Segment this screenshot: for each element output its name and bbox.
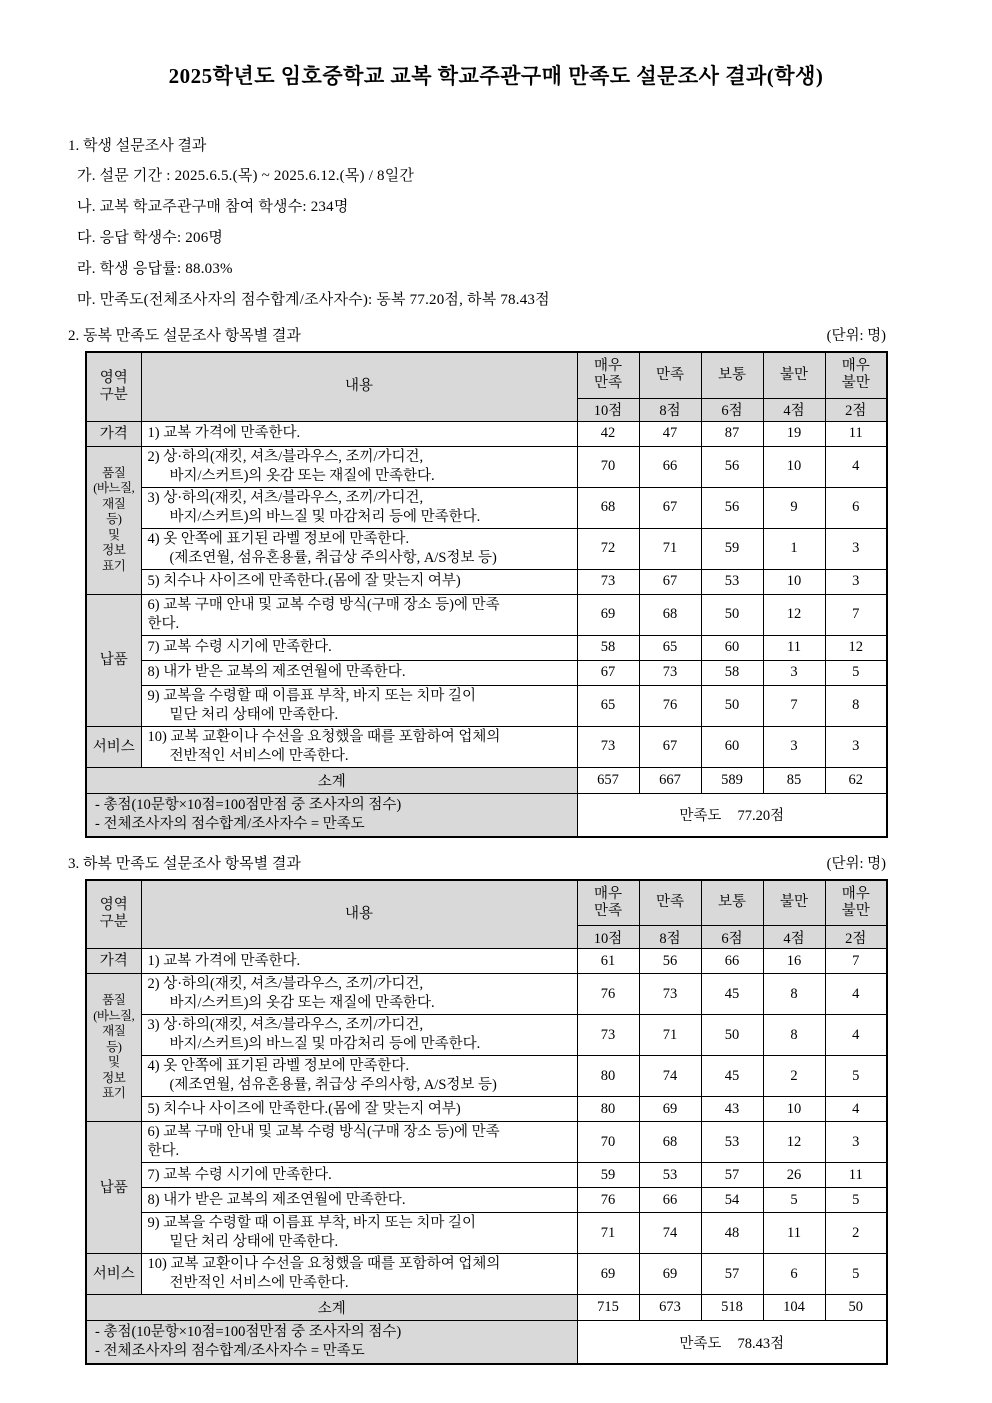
question-cell bbox=[141, 1163, 577, 1188]
category-cell bbox=[86, 1254, 141, 1295]
text-line: 재질 bbox=[102, 496, 126, 511]
count-cell: 73 bbox=[639, 974, 701, 1015]
count-cell: 45 bbox=[701, 974, 763, 1015]
summer-table-section bbox=[68, 852, 886, 1366]
header-score-cell: 6점 bbox=[701, 926, 763, 949]
count-cell: 3 bbox=[825, 726, 887, 767]
text-line: 영역 bbox=[99, 897, 128, 914]
text-line: (제조연월, 섬유혼용률, 취급상 주의사항, A/S정보 등) bbox=[169, 1077, 497, 1093]
footer-row bbox=[86, 793, 887, 837]
subtotal-count-cell: 657 bbox=[577, 767, 639, 793]
header-row-labels bbox=[86, 880, 887, 926]
text-line: 3) 상·하의(재킷, 셔츠/블라우스, 조끼/가디건, bbox=[147, 1017, 424, 1033]
count-cell: 59 bbox=[577, 1163, 639, 1188]
winter-survey-table bbox=[85, 351, 888, 838]
count-cell: 19 bbox=[763, 421, 825, 446]
count-cell: 56 bbox=[701, 487, 763, 528]
text-line: 구분 bbox=[99, 386, 128, 403]
subtotal-count-cell: 589 bbox=[701, 767, 763, 793]
question-row bbox=[86, 685, 887, 726]
count-cell: 43 bbox=[701, 1097, 763, 1122]
header-score-cell: 10점 bbox=[577, 398, 639, 421]
text-line: 5) 치수나 사이즈에 만족한다.(몸에 잘 맞는지 여부) bbox=[147, 573, 461, 589]
text-line: 2) 상·하의(재킷, 셔츠/블라우스, 조끼/가디건, bbox=[147, 448, 424, 465]
count-cell: 42 bbox=[577, 421, 639, 446]
text-line: 10) 교복 교환이나 수선을 요청했을 때를 포함하여 업체의 bbox=[147, 1256, 501, 1272]
subtotal-row bbox=[86, 767, 887, 793]
text-line: 바지/스커트)의 옷감 또는 재질에 만족한다. bbox=[169, 995, 435, 1011]
count-cell: 5 bbox=[825, 1056, 887, 1097]
category-cell bbox=[86, 446, 141, 594]
count-cell: 73 bbox=[577, 569, 639, 594]
count-cell: 5 bbox=[825, 660, 887, 685]
question-row bbox=[86, 1188, 887, 1213]
text-line: 3) 상·하의(재킷, 셔츠/블라우스, 조끼/가디건, bbox=[147, 489, 424, 506]
text-line: 8) 내가 받은 교복의 제조연월에 만족한다. bbox=[147, 1191, 406, 1208]
question-cell bbox=[141, 726, 577, 767]
count-cell: 11 bbox=[825, 1163, 887, 1188]
text-line: 6) 교복 구매 안내 및 교복 수령 방식(구매 장소 등)에 만족 bbox=[147, 1124, 500, 1140]
count-cell: 76 bbox=[577, 974, 639, 1015]
text-line: 10) 교복 교환이나 수선을 요청했을 때를 포함하여 업체의 bbox=[147, 728, 501, 745]
text-line: 한다. bbox=[147, 615, 180, 632]
count-cell: 57 bbox=[701, 1254, 763, 1295]
text-line: 바지/스커트)의 바느질 및 마감처리 등에 만족한다. bbox=[169, 508, 481, 525]
text-line: 2) 상·하의(재킷, 셔츠/블라우스, 조끼/가디건, bbox=[147, 976, 424, 992]
count-cell: 65 bbox=[577, 685, 639, 726]
question-cell bbox=[141, 1015, 577, 1056]
text-line: 만족 bbox=[593, 902, 622, 919]
text-line: 4) 옷 안쪽에 표기된 라벨 정보에 만족한다. bbox=[147, 530, 410, 547]
text-line: 보통 bbox=[717, 366, 746, 383]
text-line: - 전체조사자의 점수합계/조사자수 = 만족도 bbox=[95, 1343, 365, 1359]
result-value: 78.43점 bbox=[737, 1335, 785, 1352]
count-cell: 2 bbox=[763, 1056, 825, 1097]
count-cell: 67 bbox=[639, 726, 701, 767]
count-cell: 10 bbox=[763, 569, 825, 594]
question-row bbox=[86, 1122, 887, 1163]
text-line: 밑단 처리 상태에 만족한다. bbox=[169, 706, 339, 723]
text-line: (바느질, bbox=[93, 1008, 135, 1023]
count-cell: 5 bbox=[825, 1254, 887, 1295]
question-row bbox=[86, 1015, 887, 1056]
question-cell bbox=[141, 1188, 577, 1213]
header-area-cell bbox=[86, 880, 141, 949]
question-cell bbox=[141, 974, 577, 1015]
text-line: 불만 bbox=[841, 902, 870, 919]
question-row bbox=[86, 1056, 887, 1097]
text-line: 한다. bbox=[147, 1143, 180, 1159]
count-cell: 71 bbox=[577, 1213, 639, 1254]
question-row bbox=[86, 421, 887, 446]
count-cell: 47 bbox=[639, 421, 701, 446]
subtotal-label-cell: 소계 bbox=[86, 767, 577, 793]
text-line: 납품 bbox=[99, 1179, 128, 1196]
question-row bbox=[86, 446, 887, 487]
header-content-cell: 내용 bbox=[141, 880, 577, 949]
text-line: 4) 옷 안쪽에 표기된 라벨 정보에 만족한다. bbox=[147, 1058, 410, 1074]
count-cell: 74 bbox=[639, 1056, 701, 1097]
question-cell bbox=[141, 487, 577, 528]
question-cell bbox=[141, 949, 577, 974]
question-cell bbox=[141, 660, 577, 685]
text-line: 영역 bbox=[99, 369, 128, 386]
text-line: 서비스 bbox=[92, 738, 135, 755]
subtotal-count-cell: 673 bbox=[639, 1295, 701, 1321]
header-row-labels bbox=[86, 352, 887, 398]
page-title: 2025학년도 임호중학교 교복 학교주관구매 만족도 설문조사 결과(학생) bbox=[168, 64, 824, 88]
text-line: 밑단 처리 상태에 만족한다. bbox=[169, 1234, 339, 1250]
count-cell: 6 bbox=[763, 1254, 825, 1295]
count-cell: 16 bbox=[763, 949, 825, 974]
question-cell bbox=[141, 1254, 577, 1295]
text-line: 매우 bbox=[841, 885, 870, 902]
count-cell: 10 bbox=[763, 1097, 825, 1122]
count-cell: 58 bbox=[701, 660, 763, 685]
text-line: - 전체조사자의 점수합계/조사자수 = 만족도 bbox=[95, 815, 365, 832]
question-row bbox=[86, 635, 887, 660]
count-cell: 68 bbox=[639, 594, 701, 635]
subtotal-label-cell: 소계 bbox=[86, 1295, 577, 1321]
count-cell: 11 bbox=[763, 635, 825, 660]
count-cell: 60 bbox=[701, 726, 763, 767]
header-rating-cell bbox=[639, 880, 701, 926]
count-cell: 11 bbox=[763, 1213, 825, 1254]
count-cell: 80 bbox=[577, 1056, 639, 1097]
summary-item: 라. 학생 응답률: 88.03% bbox=[77, 261, 233, 277]
text-line: 등) bbox=[106, 512, 122, 527]
header-score-cell: 2점 bbox=[825, 398, 887, 421]
count-cell: 3 bbox=[825, 528, 887, 569]
table-heading-row bbox=[68, 324, 886, 345]
summary-item: 나. 교복 학교주관구매 참여 학생수: 234명 bbox=[77, 199, 349, 215]
category-cell bbox=[86, 949, 141, 974]
text-line: 1) 교복 가격에 만족한다. bbox=[147, 425, 301, 441]
text-line: - 총점(10문항×10점=100점만점 중 조사자의 점수) bbox=[95, 1324, 402, 1340]
count-cell: 70 bbox=[577, 1122, 639, 1163]
header-score-cell: 6점 bbox=[701, 398, 763, 421]
count-cell: 26 bbox=[763, 1163, 825, 1188]
text-line: 7) 교복 수령 시기에 만족한다. bbox=[147, 1166, 332, 1183]
category-cell bbox=[86, 594, 141, 726]
count-cell: 4 bbox=[825, 974, 887, 1015]
count-cell: 3 bbox=[825, 569, 887, 594]
count-cell: 69 bbox=[577, 594, 639, 635]
header-rating-cell bbox=[763, 880, 825, 926]
unit-label: (단위: 명) bbox=[826, 855, 886, 872]
subtotal-count-cell: 62 bbox=[825, 767, 887, 793]
text-line: 보통 bbox=[717, 894, 746, 911]
subtotal-count-cell: 715 bbox=[577, 1295, 639, 1321]
unit-label: (단위: 명) bbox=[826, 328, 886, 344]
text-line: 정보 bbox=[102, 543, 126, 558]
text-line: 정보 bbox=[102, 1070, 126, 1085]
header-rating-cell bbox=[701, 352, 763, 398]
header-score-cell: 8점 bbox=[639, 926, 701, 949]
count-cell: 87 bbox=[701, 421, 763, 446]
question-cell bbox=[141, 569, 577, 594]
header-rating-cell bbox=[825, 880, 887, 926]
count-cell: 67 bbox=[577, 660, 639, 685]
subtotal-count-cell: 50 bbox=[825, 1295, 887, 1321]
count-cell: 61 bbox=[577, 949, 639, 974]
result-label: 만족도 bbox=[679, 808, 722, 824]
count-cell: 73 bbox=[577, 726, 639, 767]
text-line: 5) 치수나 사이즈에 만족한다.(몸에 잘 맞는지 여부) bbox=[147, 1100, 461, 1117]
count-cell: 8 bbox=[763, 974, 825, 1015]
question-cell bbox=[141, 594, 577, 635]
footer-notes-cell bbox=[86, 793, 577, 837]
question-cell bbox=[141, 1097, 577, 1122]
text-line: 표기 bbox=[102, 1086, 126, 1101]
question-row bbox=[86, 949, 887, 974]
header-score-cell: 10점 bbox=[577, 926, 639, 949]
count-cell: 12 bbox=[825, 635, 887, 660]
question-cell bbox=[141, 635, 577, 660]
result-label: 만족도 bbox=[679, 1335, 722, 1352]
question-row bbox=[86, 594, 887, 635]
count-cell: 7 bbox=[825, 594, 887, 635]
count-cell: 8 bbox=[763, 1015, 825, 1056]
question-cell bbox=[141, 1213, 577, 1254]
question-row bbox=[86, 974, 887, 1015]
count-cell: 48 bbox=[701, 1213, 763, 1254]
count-cell: 56 bbox=[701, 446, 763, 487]
table-heading: 2. 동복 만족도 설문조사 항목별 결과 bbox=[68, 328, 301, 344]
count-cell: 70 bbox=[577, 446, 639, 487]
count-cell: 45 bbox=[701, 1056, 763, 1097]
subtotal-count-cell: 518 bbox=[701, 1295, 763, 1321]
count-cell: 71 bbox=[639, 1015, 701, 1056]
question-cell bbox=[141, 421, 577, 446]
text-line: 및 bbox=[107, 527, 120, 542]
text-line: 서비스 bbox=[92, 1266, 135, 1282]
footer-row bbox=[86, 1321, 887, 1365]
text-line: 납품 bbox=[99, 652, 128, 668]
question-row bbox=[86, 1097, 887, 1122]
count-cell: 53 bbox=[701, 569, 763, 594]
category-cell bbox=[86, 974, 141, 1122]
text-line: 불만 bbox=[779, 366, 808, 383]
question-row bbox=[86, 569, 887, 594]
question-row bbox=[86, 1163, 887, 1188]
text-line: 바지/스커트)의 옷감 또는 재질에 만족한다. bbox=[169, 467, 435, 484]
header-rating-cell bbox=[639, 352, 701, 398]
summary-item: 다. 응답 학생수: 206명 bbox=[77, 230, 224, 246]
count-cell: 56 bbox=[639, 949, 701, 974]
text-line: 만족 bbox=[593, 375, 622, 392]
count-cell: 53 bbox=[639, 1163, 701, 1188]
summary-heading: 1. 학생 설문조사 결과 bbox=[68, 138, 207, 154]
count-cell: 12 bbox=[763, 1122, 825, 1163]
count-cell: 7 bbox=[763, 685, 825, 726]
count-cell: 58 bbox=[577, 635, 639, 660]
footer-notes-cell bbox=[86, 1321, 577, 1365]
text-line: 가격 bbox=[99, 953, 128, 969]
category-cell bbox=[86, 421, 141, 446]
text-line: 바지/스커트)의 바느질 및 마감처리 등에 만족한다. bbox=[169, 1036, 481, 1052]
question-row bbox=[86, 1213, 887, 1254]
text-line: 만족 bbox=[655, 894, 684, 911]
subtotal-count-cell: 85 bbox=[763, 767, 825, 793]
text-line: 불만 bbox=[779, 894, 808, 911]
result-cell bbox=[577, 793, 887, 837]
summer-survey-table bbox=[85, 879, 888, 1366]
text-line: 9) 교복을 수령할 때 이름표 부착, 바지 또는 치마 길이 bbox=[147, 1215, 476, 1231]
count-cell: 12 bbox=[763, 594, 825, 635]
count-cell: 66 bbox=[639, 446, 701, 487]
text-line: (바느질, bbox=[93, 481, 135, 496]
header-rating-cell bbox=[825, 352, 887, 398]
text-line: 8) 내가 받은 교복의 제조연월에 만족한다. bbox=[147, 664, 406, 680]
count-cell: 66 bbox=[701, 949, 763, 974]
header-rating-cell bbox=[577, 880, 639, 926]
result-value: 77.20점 bbox=[737, 808, 785, 824]
count-cell: 4 bbox=[825, 1097, 887, 1122]
question-row bbox=[86, 726, 887, 767]
count-cell: 3 bbox=[763, 660, 825, 685]
text-line: 품질 bbox=[102, 993, 126, 1008]
question-cell bbox=[141, 1056, 577, 1097]
header-rating-cell bbox=[577, 352, 639, 398]
text-line: 9) 교복을 수령할 때 이름표 부착, 바지 또는 치마 길이 bbox=[147, 687, 476, 704]
table-heading: 3. 하복 만족도 설문조사 항목별 결과 bbox=[68, 855, 301, 872]
count-cell: 65 bbox=[639, 635, 701, 660]
summary-list bbox=[68, 167, 992, 310]
count-cell: 9 bbox=[763, 487, 825, 528]
header-rating-cell bbox=[763, 352, 825, 398]
category-cell bbox=[86, 726, 141, 767]
subtotal-count-cell: 667 bbox=[639, 767, 701, 793]
count-cell: 1 bbox=[763, 528, 825, 569]
header-score-cell: 4점 bbox=[763, 926, 825, 949]
count-cell: 67 bbox=[639, 569, 701, 594]
count-cell: 67 bbox=[639, 487, 701, 528]
winter-table-section bbox=[68, 324, 886, 838]
count-cell: 8 bbox=[825, 685, 887, 726]
count-cell: 5 bbox=[763, 1188, 825, 1213]
count-cell: 68 bbox=[577, 487, 639, 528]
header-score-cell: 4점 bbox=[763, 398, 825, 421]
count-cell: 68 bbox=[639, 1122, 701, 1163]
header-score-cell: 2점 bbox=[825, 926, 887, 949]
header-score-cell: 8점 bbox=[639, 398, 701, 421]
text-line: 매우 bbox=[841, 358, 870, 375]
summary-item: 마. 만족도(전체조사자의 점수합계/조사자수): 동복 77.20점, 하복 78.43점 bbox=[77, 292, 550, 308]
count-cell: 76 bbox=[639, 685, 701, 726]
text-line: 재질 bbox=[102, 1024, 126, 1039]
count-cell: 80 bbox=[577, 1097, 639, 1122]
count-cell: 72 bbox=[577, 528, 639, 569]
count-cell: 11 bbox=[825, 421, 887, 446]
count-cell: 69 bbox=[639, 1254, 701, 1295]
count-cell: 57 bbox=[701, 1163, 763, 1188]
count-cell: 50 bbox=[701, 685, 763, 726]
count-cell: 69 bbox=[577, 1254, 639, 1295]
text-line: 매우 bbox=[593, 885, 622, 902]
category-cell bbox=[86, 1122, 141, 1254]
count-cell: 10 bbox=[763, 446, 825, 487]
count-cell: 50 bbox=[701, 594, 763, 635]
subtotal-count-cell: 104 bbox=[763, 1295, 825, 1321]
count-cell: 66 bbox=[639, 1188, 701, 1213]
count-cell: 6 bbox=[825, 487, 887, 528]
text-line: 불만 bbox=[841, 375, 870, 392]
count-cell: 74 bbox=[639, 1213, 701, 1254]
question-cell bbox=[141, 685, 577, 726]
count-cell: 50 bbox=[701, 1015, 763, 1056]
header-rating-cell bbox=[701, 880, 763, 926]
question-row bbox=[86, 1254, 887, 1295]
text-line: 품질 bbox=[102, 465, 126, 480]
count-cell: 4 bbox=[825, 446, 887, 487]
text-line: 가격 bbox=[99, 425, 128, 442]
text-line: 만족 bbox=[655, 366, 684, 383]
text-line: 표기 bbox=[102, 558, 126, 573]
question-cell bbox=[141, 446, 577, 487]
question-cell bbox=[141, 1122, 577, 1163]
subtotal-row bbox=[86, 1295, 887, 1321]
question-row bbox=[86, 660, 887, 685]
text-line: 매우 bbox=[593, 358, 622, 375]
count-cell: 3 bbox=[763, 726, 825, 767]
text-line: 구분 bbox=[99, 914, 128, 931]
count-cell: 53 bbox=[701, 1122, 763, 1163]
text-line: 등) bbox=[106, 1039, 122, 1054]
count-cell: 3 bbox=[825, 1122, 887, 1163]
text-line: 1) 교복 가격에 만족한다. bbox=[147, 952, 301, 969]
text-line: 6) 교복 구매 안내 및 교복 수령 방식(구매 장소 등)에 만족 bbox=[147, 596, 500, 613]
count-cell: 73 bbox=[577, 1015, 639, 1056]
header-area-cell bbox=[86, 352, 141, 421]
text-line: 및 bbox=[107, 1055, 120, 1070]
count-cell: 69 bbox=[639, 1097, 701, 1122]
text-line: - 총점(10문항×10점=100점만점 중 조사자의 점수) bbox=[95, 796, 402, 813]
count-cell: 5 bbox=[825, 1188, 887, 1213]
count-cell: 60 bbox=[701, 635, 763, 660]
question-row bbox=[86, 528, 887, 569]
count-cell: 71 bbox=[639, 528, 701, 569]
count-cell: 54 bbox=[701, 1188, 763, 1213]
count-cell: 2 bbox=[825, 1213, 887, 1254]
summary-item: 가. 설문 기간 : 2025.6.5.(목) ~ 2025.6.12.(목) / 8일간 bbox=[77, 168, 415, 184]
question-row bbox=[86, 487, 887, 528]
text-line: 7) 교복 수령 시기에 만족한다. bbox=[147, 639, 332, 655]
result-cell bbox=[577, 1321, 887, 1365]
question-cell bbox=[141, 528, 577, 569]
text-line: 전반적인 서비스에 만족한다. bbox=[169, 1275, 349, 1291]
text-line: (제조연월, 섬유혼용률, 취급상 주의사항, A/S정보 등) bbox=[169, 549, 497, 566]
table-heading-row bbox=[68, 852, 886, 873]
count-cell: 76 bbox=[577, 1188, 639, 1213]
count-cell: 7 bbox=[825, 949, 887, 974]
text-line: 전반적인 서비스에 만족한다. bbox=[169, 747, 349, 764]
count-cell: 59 bbox=[701, 528, 763, 569]
count-cell: 73 bbox=[639, 660, 701, 685]
header-content-cell: 내용 bbox=[141, 352, 577, 421]
summary-section bbox=[68, 134, 992, 310]
count-cell: 4 bbox=[825, 1015, 887, 1056]
